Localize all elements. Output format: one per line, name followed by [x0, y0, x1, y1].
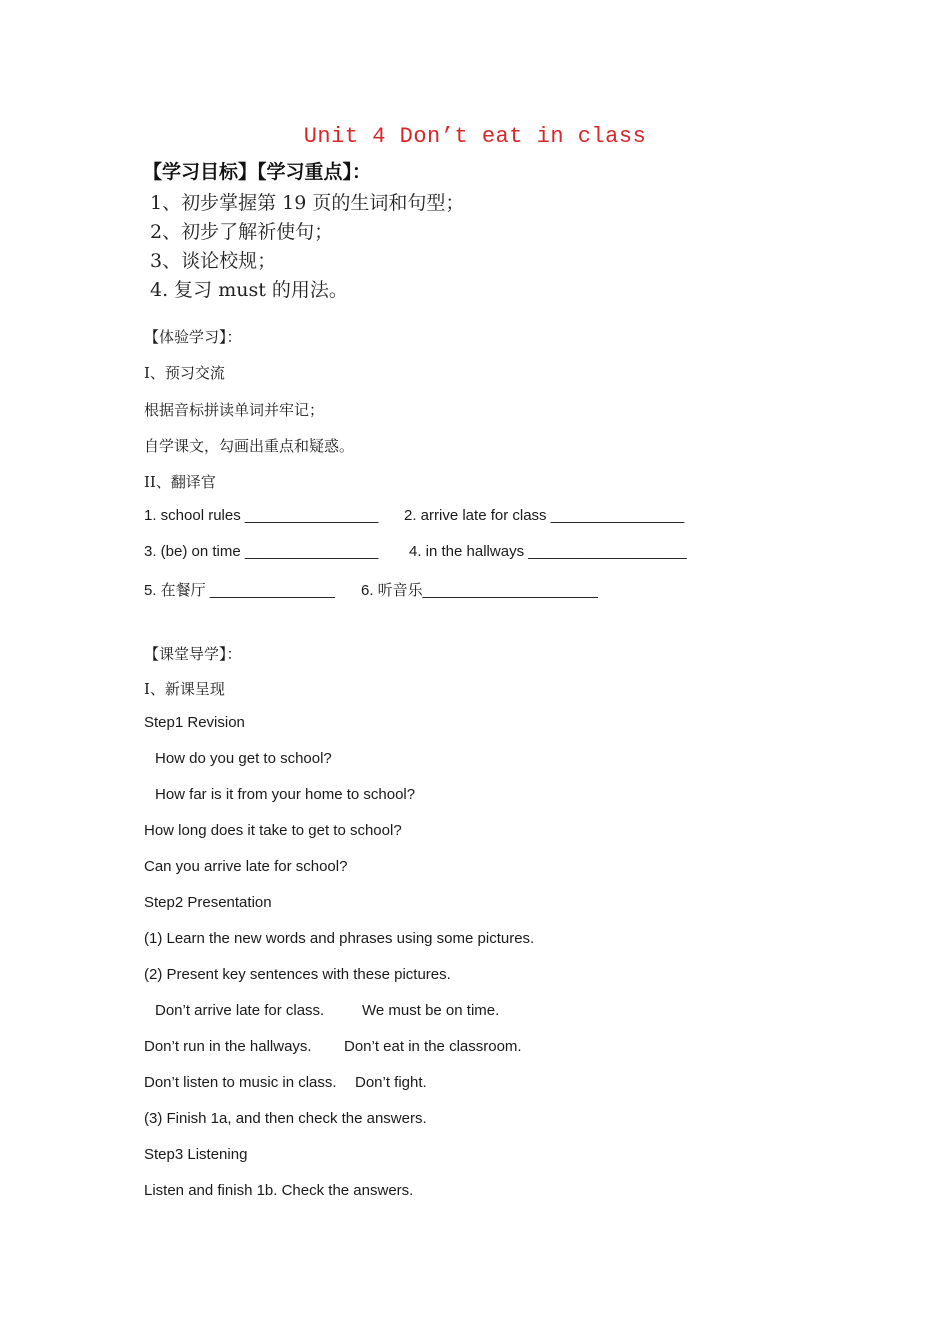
- section-new-lesson: I、新课呈现: [144, 680, 225, 698]
- key-sentence-5: Don’t listen to music in class.: [144, 1074, 337, 1091]
- experience-heading: 【体验学习】：: [144, 328, 242, 346]
- objective-item-1: 1、初步掌握第 19 页的生词和句型；: [150, 192, 465, 214]
- revision-question-3: How long does it take to get to school?: [144, 822, 402, 839]
- translation-item-3: 3. (be) on time ________________: [144, 543, 379, 560]
- task-self-study: 自学课文，勾画出重点和疑惑。: [144, 437, 355, 455]
- presentation-item-3: (3) Finish 1a, and then check the answers.: [144, 1110, 427, 1127]
- objective-item-4: 4. 复习 must 的用法。: [150, 279, 348, 301]
- translation-item-1: 1. school rules ________________: [144, 507, 379, 524]
- step1-heading: Step1 Revision: [144, 714, 245, 731]
- revision-question-1: How do you get to school?: [155, 750, 332, 767]
- translation-item-5: 5. 在餐厅 _______________: [144, 582, 335, 599]
- translation-item-6: 6. 听音乐_____________________: [361, 582, 598, 599]
- key-sentence-6: Don’t fight.: [355, 1074, 427, 1091]
- section-preview-exchange: I、预习交流: [144, 364, 225, 382]
- step2-heading: Step2 Presentation: [144, 894, 272, 911]
- task-phonetics: 根据音标拼读单词并牢记；: [144, 401, 325, 419]
- key-sentence-2: We must be on time.: [362, 1002, 500, 1019]
- translation-item-4: 4. in the hallways ___________________: [409, 543, 687, 560]
- key-sentence-1: Don’t arrive late for class.: [155, 1002, 325, 1019]
- objective-item-3: 3、谈论校规；: [150, 250, 277, 272]
- key-sentence-4: Don’t eat in the classroom.: [344, 1038, 522, 1055]
- revision-question-4: Can you arrive late for school?: [144, 858, 348, 875]
- objectives-heading: 【学习目标】【学习重点】：: [143, 161, 372, 183]
- presentation-item-2: (2) Present key sentences with these pictures.: [144, 966, 451, 983]
- objective-item-2: 2、初步了解祈使句；: [150, 221, 334, 243]
- listening-task: Listen and finish 1b. Check the answers.: [144, 1182, 414, 1199]
- document-title: Unit 4 Don’t eat in class: [303, 124, 647, 149]
- classroom-heading: 【课堂导学】：: [144, 645, 242, 663]
- step3-heading: Step3 Listening: [144, 1146, 248, 1163]
- translation-item-2: 2. arrive late for class ________________: [404, 507, 685, 524]
- section-translator: II、翻译官: [144, 473, 216, 491]
- revision-question-2: How far is it from your home to school?: [155, 786, 416, 803]
- presentation-item-1: (1) Learn the new words and phrases using some pictures.: [144, 930, 535, 947]
- key-sentence-3: Don’t run in the hallways.: [144, 1038, 312, 1055]
